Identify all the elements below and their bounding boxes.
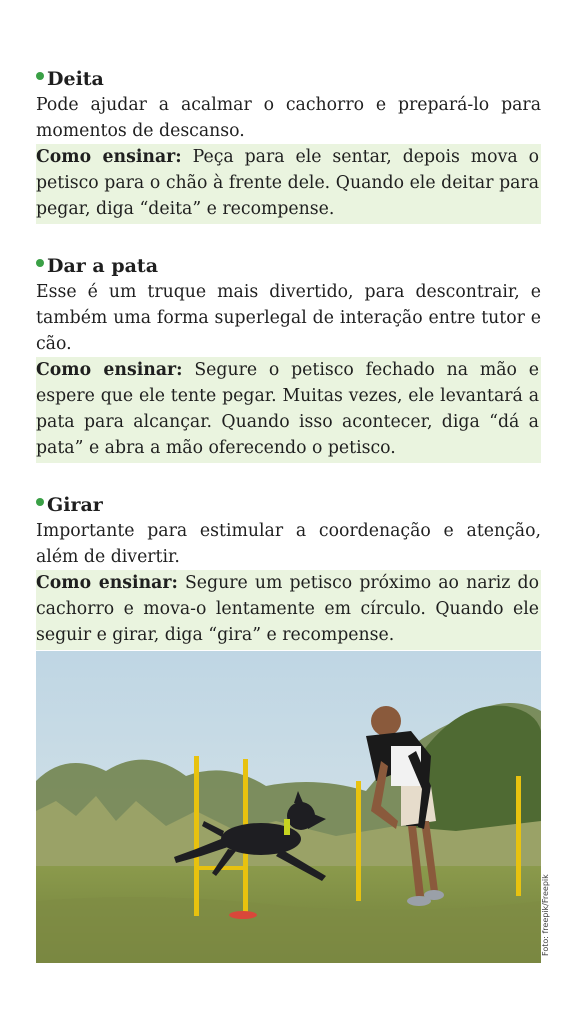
how-to-teach-label: Como ensinar: — [36, 360, 183, 380]
how-to-teach-label: Como ensinar: — [36, 573, 178, 593]
how-to-teach-text: Segure um petisco próximo ao nariz do cachorro e mova-o lentamente em círculo. Quando ele seguir e girar, diga “gira” e recompense. — [36, 573, 539, 645]
photo-illustration — [36, 651, 541, 963]
dog-agility-photo — [36, 651, 541, 963]
section-dar-a-pata — [36, 253, 541, 463]
section-description: Importante para estimular a coordenação e atenção, além de divertir. — [36, 521, 541, 567]
section-girar — [36, 492, 541, 650]
section-title-text: Deita — [47, 68, 104, 90]
section-description: Esse é um truque mais divertido, para descontrair, e também uma forma superlegal de interação entre tutor e cão. — [36, 282, 541, 354]
bullet-icon — [36, 259, 44, 267]
section-title-text: Girar — [47, 494, 103, 516]
how-to-teach-box — [36, 570, 541, 650]
bullet-icon — [36, 498, 44, 506]
section-deita — [36, 66, 541, 224]
bullet-icon — [36, 72, 44, 80]
section-title — [36, 66, 541, 92]
section-title — [36, 253, 541, 279]
how-to-teach-text: Peça para ele sentar, depois mova o petisco para o chão à frente dele. Quando ele deitar para pegar, diga “deita” e recompense. — [36, 147, 539, 219]
section-title — [36, 492, 541, 518]
article-content — [36, 66, 541, 679]
how-to-teach-box — [36, 144, 541, 224]
section-description: Pode ajudar a acalmar o cachorro e prepará-lo para momentos de descanso. — [36, 95, 541, 141]
how-to-teach-box — [36, 357, 541, 463]
how-to-teach-label: Como ensinar: — [36, 147, 182, 167]
section-title-text: Dar a pata — [47, 255, 159, 277]
how-to-teach-text: Segure o petisco fechado na mão e espere que ele tente pegar. Muitas vezes, ele levantará a pata para alcançar. Quando isso acontecer, diga “dá a pata” e abra a mão oferecendo o petisco. — [36, 360, 539, 458]
photo-credit: Foto: freepik/Freepik — [541, 874, 550, 956]
